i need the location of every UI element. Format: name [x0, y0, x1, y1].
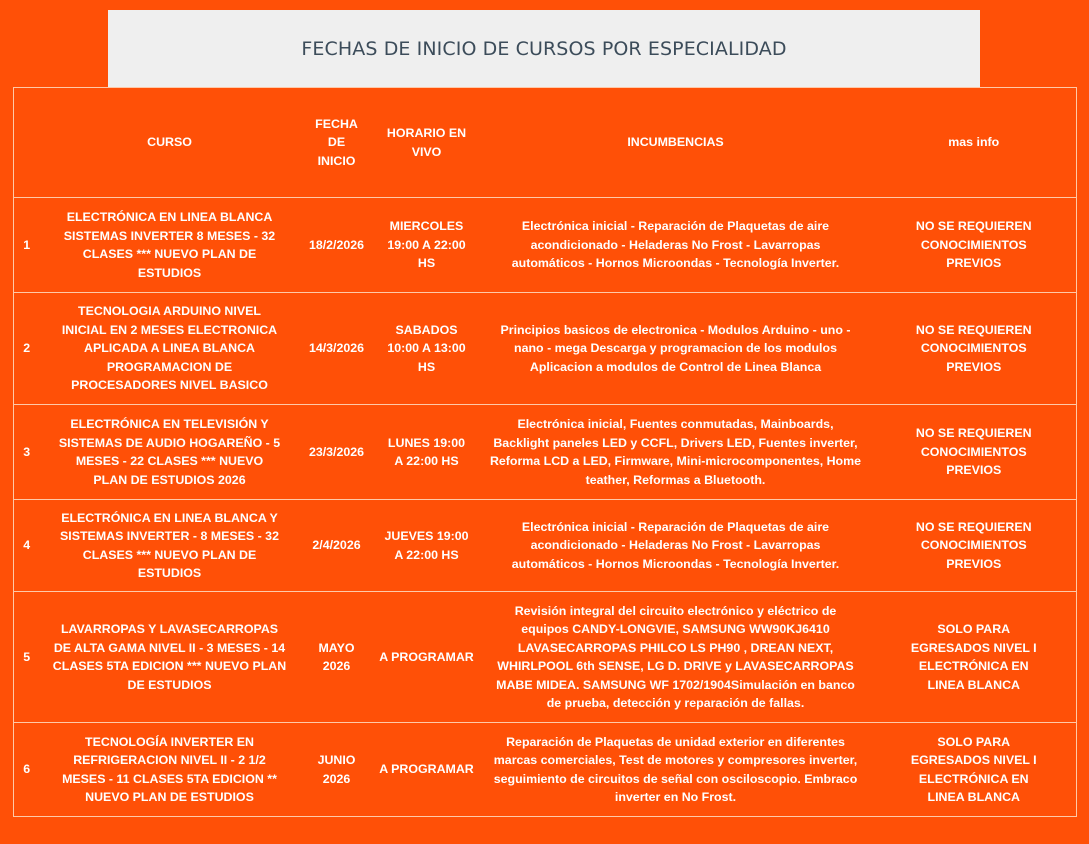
- course-name: TECNOLOGÍA INVERTER EN REFRIGERACION NIVEL II - 2 1/2 MESES - 11 CLASES 5TA EDICION ** NUEVO PLAN DE ESTUDIOS: [40, 723, 300, 817]
- more-info: NO SE REQUIEREN CONOCIMIENTOS PREVIOS: [872, 198, 1077, 293]
- header-incumbencias: INCUMBENCIAS: [480, 88, 872, 198]
- more-info: NO SE REQUIEREN CONOCIMIENTOS PREVIOS: [872, 293, 1077, 405]
- schedule: SABADOS 10:00 A 13:00 HS: [374, 293, 480, 405]
- more-info: NO SE REQUIEREN CONOCIMIENTOS PREVIOS: [872, 500, 1077, 592]
- start-date: JUNIO 2026: [300, 723, 374, 817]
- more-info: SOLO PARA EGRESADOS NIVEL I ELECTRÓNICA EN LINEA BLANCA: [872, 592, 1077, 723]
- more-info: NO SE REQUIEREN CONOCIMIENTOS PREVIOS: [872, 405, 1077, 500]
- table-header-row: [14, 88, 1077, 198]
- header-info: mas info: [872, 88, 1077, 198]
- start-date: 18/2/2026: [300, 198, 374, 293]
- start-date: 23/3/2026: [300, 405, 374, 500]
- table-row: [14, 592, 1077, 723]
- table-row: [14, 293, 1077, 405]
- table-row: [14, 405, 1077, 500]
- row-number: 6: [14, 723, 40, 817]
- row-number: 1: [14, 198, 40, 293]
- header-num: [14, 88, 40, 198]
- header-curso: CURSO: [40, 88, 300, 198]
- schedule: JUEVES 19:00 A 22:00 HS: [374, 500, 480, 592]
- course-name: LAVARROPAS Y LAVASECARROPAS DE ALTA GAMA NIVEL II - 3 MESES - 14 CLASES 5TA EDICION *** NUEVO PLAN DE ESTUDIOS: [40, 592, 300, 723]
- incumbencies: Reparación de Plaquetas de unidad exterior en diferentes marcas comerciales, Test de motores y compresores inverter, seguimiento de circuitos de señal con osciloscopio. Embraco inverter en No Frost.: [480, 723, 872, 817]
- start-date: 14/3/2026: [300, 293, 374, 405]
- incumbencies: Revisión integral del circuito electrónico y eléctrico de equipos CANDY-LONGVIE, SAMSUNG WW90KJ6410 LAVASECARROPAS PHILCO LS PH90 , DREAN NEXT, WHIRLPOOL 6th SENSE, LG D. DRIVE y LAVASECARROPAS MABE MIDEA. SAMSUNG WF 1702/1904Simulación en banco de prueba, detección y reparación de fallas.: [480, 592, 872, 723]
- table-row: [14, 500, 1077, 592]
- incumbencies: Electrónica inicial - Reparación de Plaquetas de aire acondicionado - Heladeras No Frost - Lavarropas automáticos - Hornos Microondas - Tecnología Inverter.: [480, 198, 872, 293]
- schedule: LUNES 19:00 A 22:00 HS: [374, 405, 480, 500]
- schedule: A PROGRAMAR: [374, 592, 480, 723]
- row-number: 5: [14, 592, 40, 723]
- course-name: ELECTRÓNICA EN TELEVISIÓN Y SISTEMAS DE AUDIO HOGAREÑO - 5 MESES - 22 CLASES *** NUEVO PLAN DE ESTUDIOS 2026: [40, 405, 300, 500]
- schedule: MIERCOLES 19:00 A 22:00 HS: [374, 198, 480, 293]
- incumbencies: Electrónica inicial - Reparación de Plaquetas de aire acondicionado - Heladeras No Frost - Lavarropas automáticos - Hornos Microondas - Tecnología Inverter.: [480, 500, 872, 592]
- start-date: 2/4/2026: [300, 500, 374, 592]
- table-row: [14, 198, 1077, 293]
- course-name: TECNOLOGIA ARDUINO NIVEL INICIAL EN 2 MESES ELECTRONICA APLICADA A LINEA BLANCA PROGRAMACION DE PROCESADORES NIVEL BASICO: [40, 293, 300, 405]
- courses-table: [13, 87, 1077, 817]
- incumbencies: Principios basicos de electronica - Modulos Arduino - uno - nano - mega Descarga y programacion de los modulos Aplicacion a modulos de Control de Linea Blanca: [480, 293, 872, 405]
- page-title: FECHAS DE INICIO DE CURSOS POR ESPECIALIDAD: [301, 38, 787, 60]
- title-banner: [108, 10, 980, 88]
- header-horario: HORARIO EN VIVO: [374, 88, 480, 198]
- row-number: 2: [14, 293, 40, 405]
- start-date: MAYO 2026: [300, 592, 374, 723]
- header-fecha: FECHA DE INICIO: [300, 88, 374, 198]
- row-number: 4: [14, 500, 40, 592]
- course-name: ELECTRÓNICA EN LINEA BLANCA Y SISTEMAS INVERTER - 8 MESES - 32 CLASES *** NUEVO PLAN DE ESTUDIOS: [40, 500, 300, 592]
- row-number: 3: [14, 405, 40, 500]
- schedule: A PROGRAMAR: [374, 723, 480, 817]
- table-row: [14, 723, 1077, 817]
- more-info: SOLO PARA EGRESADOS NIVEL I ELECTRÓNICA EN LINEA BLANCA: [872, 723, 1077, 817]
- incumbencies: Electrónica inicial, Fuentes conmutadas, Mainboards, Backlight paneles LED y CCFL, Drivers LED, Fuentes inverter, Reforma LCD a LED, Firmware, Mini-microcomponentes, Home teather, Reformas a Bluetooth.: [480, 405, 872, 500]
- course-name: ELECTRÓNICA EN LINEA BLANCA SISTEMAS INVERTER 8 MESES - 32 CLASES *** NUEVO PLAN DE ESTUDIOS: [40, 198, 300, 293]
